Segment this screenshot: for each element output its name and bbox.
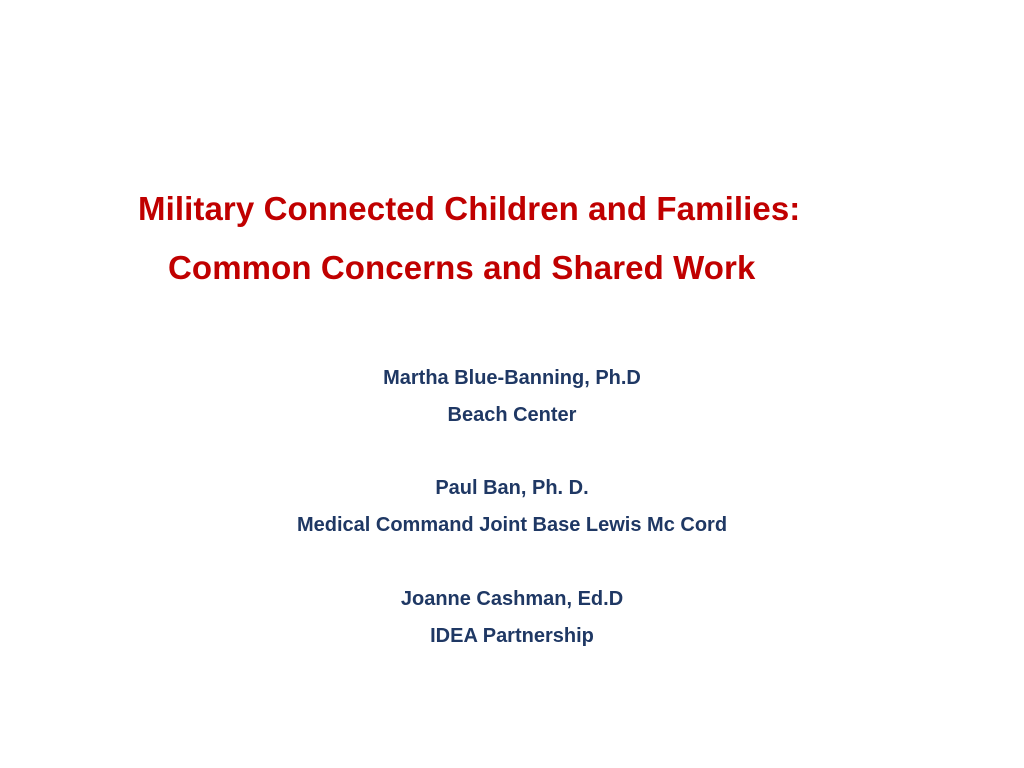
author-list [0, 360, 1024, 654]
author-affiliation-1: Beach Center [447, 403, 577, 426]
author-name-1: Martha Blue-Banning, Ph.D [383, 367, 641, 389]
author-spacer-1 [0, 434, 1024, 471]
slide-title-line-2: Common Concerns and Shared Work [168, 249, 756, 286]
author-name-2: Paul Ban, Ph. D. [435, 477, 589, 500]
author-affiliation-3: IDEA Partnership [430, 624, 594, 647]
author-spacer-2 [0, 544, 1024, 581]
author-name-3: Joanne Cashman, Ed.D [400, 587, 624, 610]
slide-title-line-1: Military Connected Children and Families: [138, 190, 801, 227]
author-affiliation-2: Medical Command Joint Base Lewis Mc Cord [296, 514, 728, 537]
